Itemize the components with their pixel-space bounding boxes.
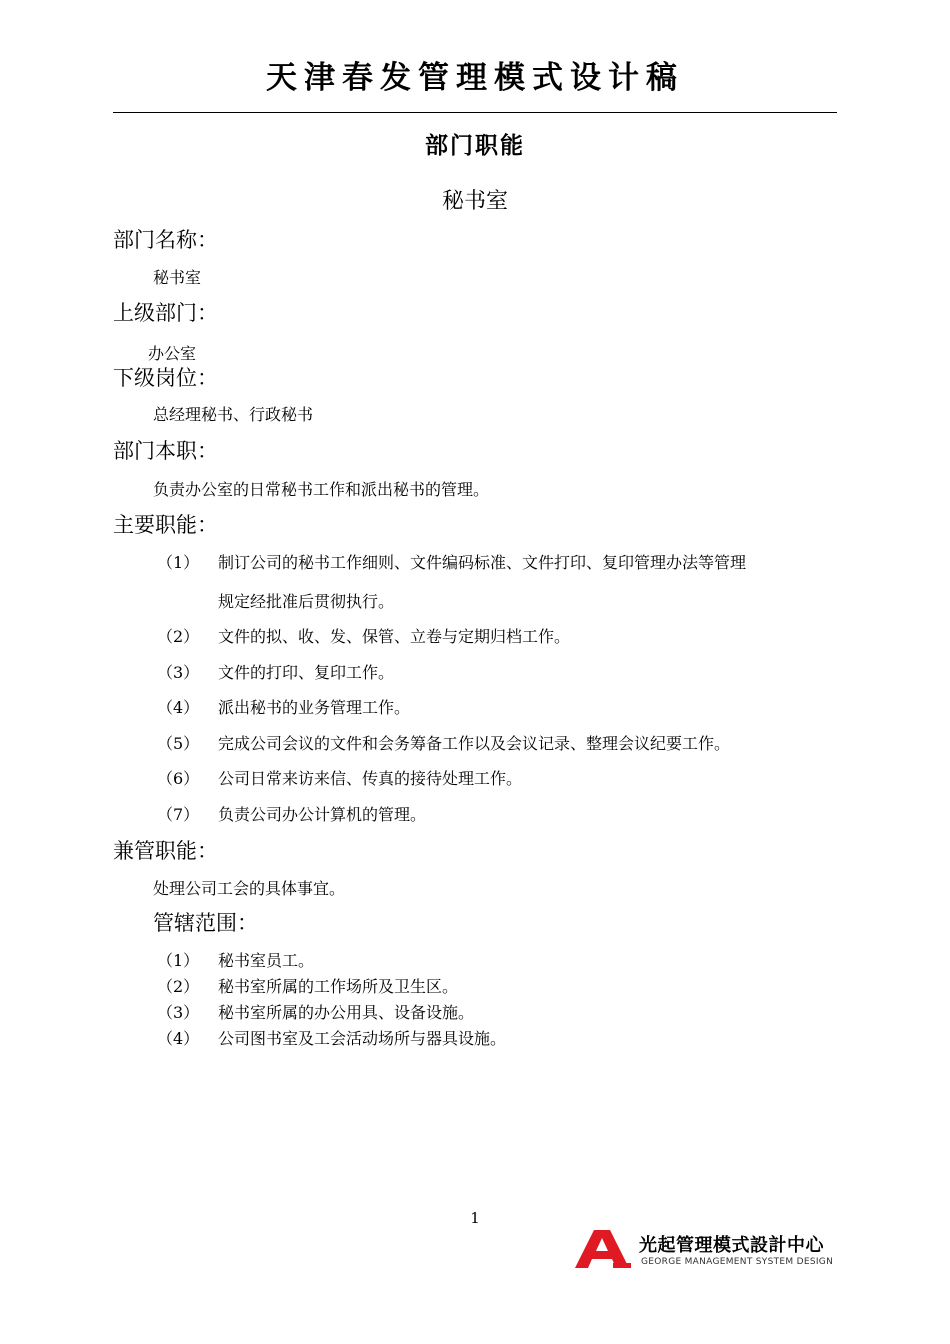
jurisdiction-number: （4） [157, 1029, 200, 1048]
logo-name-cn: 光起管理模式設計中心 [639, 1235, 824, 1256]
duty-number: （5） [157, 734, 200, 753]
logo-name-en: GEORGE MANAGEMENT SYSTEM DESIGN [641, 1257, 834, 1267]
jurisdiction-text: 秘书室员工。 [218, 951, 315, 970]
responsibility-value: 负责办公室的日常秘书工作和派出秘书的管理。 [153, 480, 490, 499]
concurrent-duties-value: 处理公司工会的具体事宜。 [153, 879, 346, 898]
jurisdiction-text: 秘书室所属的办公用具、设备设施。 [218, 1003, 475, 1022]
subordinate-value: 总经理秘书、行政秘书 [153, 405, 314, 424]
duty-text: 制订公司的秘书工作细则、文件编码标准、文件打印、复印管理办法等管理 [218, 553, 747, 572]
duty-number: （4） [157, 698, 200, 717]
superior-dept-label: 上级部门： [113, 301, 218, 325]
section-title: 部门职能 [425, 133, 525, 159]
jurisdiction-number: （2） [157, 977, 200, 996]
duty-text: 文件的拟、收、发、保管、立卷与定期归档工作。 [218, 627, 571, 646]
header-divider [113, 112, 837, 113]
duty-number: （3） [157, 663, 200, 682]
duty-text: 公司日常来访来信、传真的接待处理工作。 [218, 769, 523, 788]
letter-a-logo-icon [575, 1230, 631, 1268]
jurisdiction-label: 管辖范围： [153, 911, 258, 935]
superior-dept-value: 办公室 [148, 344, 197, 363]
concurrent-duties-label: 兼管职能： [113, 839, 218, 863]
duty-number: （1） [157, 553, 200, 572]
main-duties-label: 主要职能： [113, 513, 218, 537]
dept-name-label: 部门名称： [113, 228, 218, 252]
jurisdiction-number: （3） [157, 1003, 200, 1022]
duty-number: （2） [157, 627, 200, 646]
duty-text-continued: 规定经批准后贯彻执行。 [218, 592, 395, 611]
responsibility-label: 部门本职： [113, 439, 218, 463]
jurisdiction-number: （1） [157, 951, 200, 970]
duty-text: 派出秘书的业务管理工作。 [218, 698, 411, 717]
duty-text: 负责公司办公计算机的管理。 [218, 805, 427, 824]
duty-number: （6） [157, 769, 200, 788]
footer-logo [575, 1229, 840, 1271]
department-title: 秘书室 [441, 189, 508, 214]
document-header-title: 天津春发管理模式设计稿 [266, 60, 684, 96]
subordinate-label: 下级岗位： [113, 366, 218, 390]
duty-text: 文件的打印、复印工作。 [218, 663, 395, 682]
duty-text: 完成公司会议的文件和会务筹备工作以及会议记录、整理会议纪要工作。 [218, 734, 731, 753]
page-number: 1 [470, 1209, 480, 1227]
jurisdiction-text: 公司图书室及工会活动场所与器具设施。 [218, 1029, 507, 1048]
duty-number: （7） [157, 805, 200, 824]
dept-name-value: 秘书室 [153, 268, 202, 287]
jurisdiction-text: 秘书室所属的工作场所及卫生区。 [218, 977, 459, 996]
